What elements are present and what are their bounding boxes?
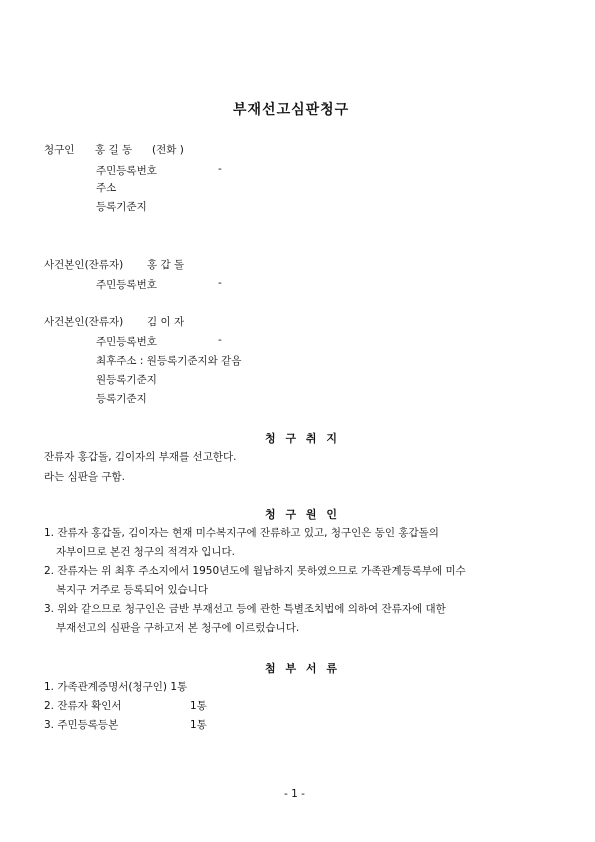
page-number: - 1 -: [284, 788, 305, 800]
subject2-domicile-label: 등록기준지: [96, 393, 147, 405]
attachments-heading: 첨 부 서 류: [265, 662, 340, 675]
cause-heading: 청 구 원 인: [265, 508, 340, 521]
cause-item-2a: 2. 잔류자는 위 최후 주소지에서 1950년도에 월남하지 못하였으므로 가족관계등록부에 미수: [44, 565, 466, 577]
subject1-name: 홍 갑 돌: [147, 259, 185, 271]
purpose-line-2: 라는 심판을 구함.: [44, 471, 126, 483]
claimant-label: 청구인: [44, 144, 75, 156]
subject1-label: 사건본인(잔류자): [44, 259, 124, 271]
subject1-rrn-label: 주민등록번호: [96, 279, 157, 291]
claimant-rrn-label: 주민등록번호: [96, 165, 157, 177]
cause-item-2b: 복지구 거주로 등록되어 있습니다: [56, 584, 209, 596]
claimant-name: 홍 길 동: [95, 144, 133, 156]
claimant-domicile-label: 등록기준지: [96, 201, 147, 213]
subject2-label: 사건본인(잔류자): [44, 316, 124, 328]
subject2-rrn-label: 주민등록번호: [96, 336, 157, 348]
claimant-phone: (전화 ): [152, 144, 184, 156]
subject2-orig-domicile: 원등록기준지: [96, 374, 157, 386]
subject2-last-address: 최후주소 : 원등록기준지와 같음: [96, 355, 242, 367]
purpose-heading: 청 구 취 지: [265, 432, 340, 445]
claimant-address-label: 주소: [96, 182, 117, 194]
cause-item-1a: 1. 잔류자 홍갑돌, 김이자는 현재 미수복지구에 잔류하고 있고, 청구인은 동인 홍갑돌의: [44, 527, 439, 539]
cause-item-1b: 자부이므로 본건 청구의 적격자 입니다.: [56, 546, 235, 558]
cause-item-3b: 부재선고의 심판을 구하고저 본 청구에 이르렀습니다.: [56, 622, 300, 634]
purpose-line-1: 잔류자 홍갑돌, 김이자의 부재를 선고한다.: [44, 451, 237, 463]
subject1-rrn-dash: -: [218, 277, 222, 289]
claimant-rrn-dash: -: [218, 163, 222, 175]
attachment-item-2: 2. 잔류자 확인서: [44, 700, 122, 712]
cause-item-3a: 3. 위와 같으므로 청구인은 금반 부재선고 등에 관한 특별조치법에 의하여 잔류자에 대한: [44, 603, 446, 615]
document-title: 부재선고심판청구: [233, 102, 350, 118]
attachment-item-3-count: 1통: [190, 719, 207, 731]
subject2-rrn-dash: -: [218, 334, 222, 346]
attachment-item-1: 1. 가족관계증명서(청구인) 1통: [44, 681, 188, 693]
attachment-item-3: 3. 주민등록등본: [44, 719, 119, 731]
attachment-item-2-count: 1통: [190, 700, 207, 712]
subject2-name: 김 이 자: [147, 316, 185, 328]
